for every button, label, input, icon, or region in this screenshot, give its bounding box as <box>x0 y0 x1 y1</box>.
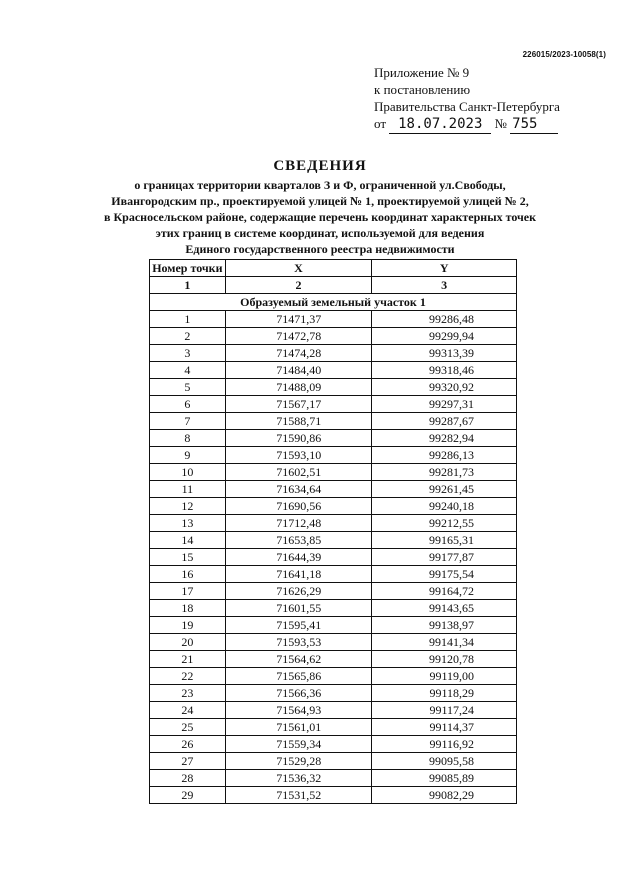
x-coordinate-cell: 71559,34 <box>225 736 372 753</box>
column-number: 1 <box>150 277 226 294</box>
y-coordinate-cell: 99095,58 <box>372 753 517 770</box>
point-number-cell: 11 <box>150 481 226 498</box>
heading-line: Единого государственного реестра недвижимости <box>185 242 455 256</box>
appendix-date-line <box>374 115 560 134</box>
point-number-cell: 16 <box>150 566 226 583</box>
point-number-cell: 7 <box>150 413 226 430</box>
table-row <box>150 719 517 736</box>
section-row <box>150 294 517 311</box>
x-coordinate-cell: 71590,86 <box>225 430 372 447</box>
y-coordinate-cell: 99240,18 <box>372 498 517 515</box>
y-coordinate-cell: 99138,97 <box>372 617 517 634</box>
point-number-cell: 9 <box>150 447 226 464</box>
table-row <box>150 481 517 498</box>
y-coordinate-cell: 99143,65 <box>372 600 517 617</box>
y-coordinate-cell: 99164,72 <box>372 583 517 600</box>
table-row <box>150 328 517 345</box>
appendix-line-1: Приложение № 9 <box>374 65 470 80</box>
table-row <box>150 583 517 600</box>
x-coordinate-cell: 71565,86 <box>225 668 372 685</box>
x-coordinate-cell: 71566,36 <box>225 685 372 702</box>
header-x: X <box>225 260 372 277</box>
point-number-cell: 22 <box>150 668 226 685</box>
table-row <box>150 753 517 770</box>
column-number: 2 <box>225 277 372 294</box>
y-coordinate-cell: 99114,37 <box>372 719 517 736</box>
x-coordinate-cell: 71601,55 <box>225 600 372 617</box>
point-number-cell: 12 <box>150 498 226 515</box>
y-coordinate-cell: 99141,34 <box>372 634 517 651</box>
y-coordinate-cell: 99313,39 <box>372 345 517 362</box>
table-row <box>150 600 517 617</box>
x-coordinate-cell: 71634,64 <box>225 481 372 498</box>
point-number-cell: 27 <box>150 753 226 770</box>
table-row <box>150 566 517 583</box>
x-coordinate-cell: 71588,71 <box>225 413 372 430</box>
table-header-row <box>150 260 517 277</box>
table-row <box>150 668 517 685</box>
table-row <box>150 362 517 379</box>
column-number-row <box>150 277 517 294</box>
point-number-cell: 13 <box>150 515 226 532</box>
point-number-cell: 23 <box>150 685 226 702</box>
document-heading <box>40 158 600 257</box>
table-row <box>150 345 517 362</box>
point-number-cell: 15 <box>150 549 226 566</box>
document-title: СВЕДЕНИЯ <box>273 158 367 174</box>
y-coordinate-cell: 99297,31 <box>372 396 517 413</box>
x-coordinate-cell: 71602,51 <box>225 464 372 481</box>
coordinates-table <box>149 259 517 804</box>
y-coordinate-cell: 99085,89 <box>372 770 517 787</box>
table-row <box>150 787 517 804</box>
point-number-cell: 4 <box>150 362 226 379</box>
point-number-cell: 6 <box>150 396 226 413</box>
point-number-cell: 29 <box>150 787 226 804</box>
y-coordinate-cell: 99282,94 <box>372 430 517 447</box>
y-coordinate-cell: 99286,13 <box>372 447 517 464</box>
y-coordinate-cell: 99118,29 <box>372 685 517 702</box>
y-coordinate-cell: 99287,67 <box>372 413 517 430</box>
x-coordinate-cell: 71536,32 <box>225 770 372 787</box>
table-row <box>150 498 517 515</box>
y-coordinate-cell: 99175,54 <box>372 566 517 583</box>
table-row <box>150 736 517 753</box>
x-coordinate-cell: 71564,93 <box>225 702 372 719</box>
document-number: 226015/2023-10058(1) <box>522 50 606 59</box>
heading-line: Ивангородским пр., проектируемой улицей № 1, проектируемой улицей № 2, <box>111 194 529 208</box>
x-coordinate-cell: 71474,28 <box>225 345 372 362</box>
y-coordinate-cell: 99117,24 <box>372 702 517 719</box>
table-row <box>150 430 517 447</box>
y-coordinate-cell: 99082,29 <box>372 787 517 804</box>
resolution-number: 755 <box>510 116 558 134</box>
table-row <box>150 413 517 430</box>
point-number-cell: 21 <box>150 651 226 668</box>
table-row <box>150 651 517 668</box>
point-number-cell: 18 <box>150 600 226 617</box>
number-label: № <box>494 116 507 131</box>
x-coordinate-cell: 71488,09 <box>225 379 372 396</box>
table-row <box>150 634 517 651</box>
table-row <box>150 447 517 464</box>
resolution-date: 18.07.2023 <box>389 116 491 134</box>
appendix-line-3: Правительства Санкт-Петербурга <box>374 99 560 114</box>
y-coordinate-cell: 99120,78 <box>372 651 517 668</box>
y-coordinate-cell: 99165,31 <box>372 532 517 549</box>
heading-line: этих границ в системе координат, используемой для ведения <box>155 226 485 240</box>
x-coordinate-cell: 71531,52 <box>225 787 372 804</box>
x-coordinate-cell: 71653,85 <box>225 532 372 549</box>
y-coordinate-cell: 99320,92 <box>372 379 517 396</box>
x-coordinate-cell: 71472,78 <box>225 328 372 345</box>
point-number-cell: 28 <box>150 770 226 787</box>
x-coordinate-cell: 71641,18 <box>225 566 372 583</box>
y-coordinate-cell: 99116,92 <box>372 736 517 753</box>
y-coordinate-cell: 99318,46 <box>372 362 517 379</box>
point-number-cell: 19 <box>150 617 226 634</box>
x-coordinate-cell: 71561,01 <box>225 719 372 736</box>
point-number-cell: 8 <box>150 430 226 447</box>
point-number-cell: 14 <box>150 532 226 549</box>
heading-line: в Красносельском районе, содержащие перечень координат характерных точек <box>103 210 537 224</box>
table-row <box>150 532 517 549</box>
table-row <box>150 702 517 719</box>
point-number-cell: 17 <box>150 583 226 600</box>
point-number-cell: 1 <box>150 311 226 328</box>
header-y: Y <box>372 260 517 277</box>
table-row <box>150 549 517 566</box>
point-number-cell: 20 <box>150 634 226 651</box>
y-coordinate-cell: 99261,45 <box>372 481 517 498</box>
appendix-line-2: к постановлению <box>374 82 471 97</box>
table-row <box>150 464 517 481</box>
x-coordinate-cell: 71564,62 <box>225 651 372 668</box>
y-coordinate-cell: 99119,00 <box>372 668 517 685</box>
x-coordinate-cell: 71593,53 <box>225 634 372 651</box>
point-number-cell: 3 <box>150 345 226 362</box>
x-coordinate-cell: 71529,28 <box>225 753 372 770</box>
y-coordinate-cell: 99286,48 <box>372 311 517 328</box>
x-coordinate-cell: 71626,29 <box>225 583 372 600</box>
table-row <box>150 311 517 328</box>
table-row <box>150 515 517 532</box>
point-number-cell: 2 <box>150 328 226 345</box>
table-row <box>150 770 517 787</box>
table-row <box>150 379 517 396</box>
x-coordinate-cell: 71644,39 <box>225 549 372 566</box>
x-coordinate-cell: 71593,10 <box>225 447 372 464</box>
point-number-cell: 10 <box>150 464 226 481</box>
y-coordinate-cell: 99177,87 <box>372 549 517 566</box>
appendix-block <box>374 64 560 134</box>
table-row <box>150 617 517 634</box>
point-number-cell: 26 <box>150 736 226 753</box>
x-coordinate-cell: 71567,17 <box>225 396 372 413</box>
point-number-cell: 5 <box>150 379 226 396</box>
table-row <box>150 685 517 702</box>
column-number: 3 <box>372 277 517 294</box>
x-coordinate-cell: 71712,48 <box>225 515 372 532</box>
x-coordinate-cell: 71484,40 <box>225 362 372 379</box>
point-number-cell: 25 <box>150 719 226 736</box>
header-point-number: Номер точки <box>150 260 226 277</box>
heading-line: о границах территории кварталов З и Ф, ограниченной ул.Свободы, <box>134 178 506 192</box>
x-coordinate-cell: 71471,37 <box>225 311 372 328</box>
y-coordinate-cell: 99212,55 <box>372 515 517 532</box>
from-label: от <box>374 116 387 131</box>
x-coordinate-cell: 71595,41 <box>225 617 372 634</box>
table-row <box>150 396 517 413</box>
y-coordinate-cell: 99299,94 <box>372 328 517 345</box>
point-number-cell: 24 <box>150 702 226 719</box>
y-coordinate-cell: 99281,73 <box>372 464 517 481</box>
x-coordinate-cell: 71690,56 <box>225 498 372 515</box>
section-title: Образуемый земельный участок 1 <box>150 294 517 311</box>
